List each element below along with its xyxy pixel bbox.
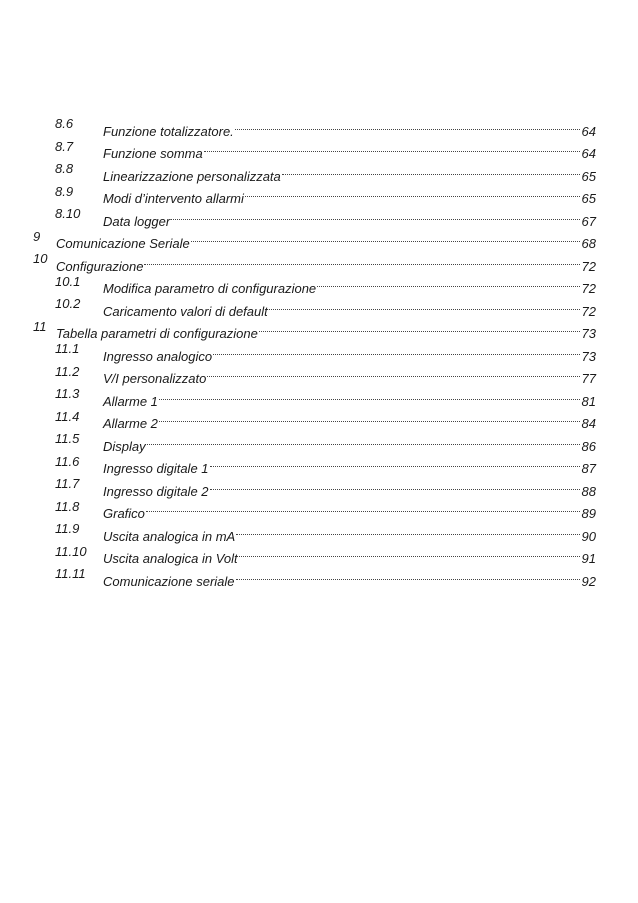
toc-entry-number: 10.1 [55, 273, 81, 289]
dot-leader [210, 473, 580, 496]
toc-entry-8-7[interactable] [0, 136, 638, 159]
dot-leader [147, 428, 580, 451]
toc-entry-page: 87 [581, 461, 596, 476]
toc-entry-title: Ingresso digitale 1 [103, 461, 209, 476]
toc-entry-number: 8.9 [55, 183, 74, 199]
toc-entry-line [103, 563, 596, 593]
toc-entry-10[interactable] [0, 248, 638, 274]
toc-entry-title: Configurazione [56, 258, 144, 274]
dot-leader [236, 518, 579, 541]
toc-entry-title: Funzione totalizzatore. [103, 123, 234, 139]
toc-entry-number: 11.1 [55, 341, 80, 356]
toc-entry-title: Modifica parametro di configurazione [103, 281, 317, 296]
toc-entry-title: Modi d’intervento allarmi [103, 191, 244, 206]
dot-leader [245, 181, 580, 204]
toc-entry-title: Comunicazione seriale [103, 573, 235, 589]
toc-entry-9[interactable] [0, 226, 638, 249]
dot-leader [144, 248, 579, 271]
toc-entry-number: 10.2 [55, 296, 81, 311]
dot-leader [282, 158, 580, 181]
toc-entry-page: 72 [581, 258, 596, 274]
toc-entry-title: Uscita analogica in mA [103, 528, 236, 544]
toc-entry-11-11[interactable] [0, 563, 638, 589]
toc-entry-page: 64 [581, 146, 596, 161]
toc-entry-title: Linearizzazione personalizzata [103, 168, 281, 184]
toc-entry-11-1[interactable] [0, 338, 638, 364]
table-of-contents [0, 113, 638, 589]
toc-entry-page: 86 [581, 438, 596, 454]
toc-entry-number: 9 [33, 228, 41, 244]
toc-entry-page: 65 [581, 168, 596, 184]
toc-entry-8-9[interactable] [0, 181, 638, 204]
toc-entry-number: 11.3 [55, 386, 80, 401]
toc-entry-page: 77 [581, 371, 596, 386]
toc-entry-page: 84 [581, 416, 596, 431]
toc-entry-title: V/I personalizzato [103, 371, 207, 386]
toc-entry-page: 92 [581, 573, 596, 589]
toc-entry-number: 11.10 [55, 543, 87, 559]
toc-entry-title: Comunicazione Seriale [56, 236, 190, 251]
toc-entry-number: 8.8 [55, 161, 74, 176]
toc-entry-11-4[interactable] [0, 406, 638, 429]
toc-entry-page: 68 [581, 236, 596, 251]
toc-entry-11[interactable] [0, 316, 638, 339]
toc-entry-number: 11.9 [55, 521, 80, 536]
toc-entry-number: 11.8 [55, 498, 80, 514]
toc-entry-page: 67 [581, 213, 596, 229]
toc-entry-title: Grafico [103, 506, 145, 521]
toc-entry-page: 64 [581, 123, 596, 139]
dot-leader [210, 451, 580, 474]
toc-entry-number: 11 [33, 318, 47, 334]
dot-leader [191, 226, 580, 249]
toc-entry-8-10[interactable] [0, 203, 638, 229]
toc-entry-number: 11.4 [55, 408, 80, 424]
toc-entry-title: Caricamento valori di default [103, 303, 268, 319]
toc-entry-number: 11.6 [55, 453, 80, 469]
toc-entry-page: 89 [581, 506, 596, 521]
dot-leader [204, 136, 580, 159]
toc-entry-number: 10 [33, 251, 48, 266]
dot-leader [159, 406, 580, 429]
toc-entry-11-7[interactable] [0, 473, 638, 499]
toc-entry-title: Funzione somma [103, 146, 203, 161]
dot-leader [239, 541, 580, 564]
toc-entry-title: Allarme 2 [103, 416, 158, 431]
toc-entry-title: Display [103, 438, 146, 454]
toc-entry-11-6[interactable] [0, 451, 638, 474]
dot-leader [171, 203, 579, 226]
toc-entry-10-1[interactable] [0, 271, 638, 294]
dot-leader [213, 338, 579, 361]
toc-entry-11-2[interactable] [0, 361, 638, 384]
toc-entry-page: 90 [581, 528, 596, 544]
dot-leader [159, 383, 580, 406]
dot-leader [235, 113, 580, 136]
toc-entry-11-9[interactable] [0, 518, 638, 544]
toc-entry-8-6[interactable] [0, 113, 638, 139]
dot-leader [317, 271, 579, 294]
toc-entry-title: Tabella parametri di configurazione [56, 326, 258, 341]
toc-entry-number: 11.2 [55, 363, 80, 379]
toc-entry-11-5[interactable] [0, 428, 638, 454]
toc-entry-title: Ingresso analogico [103, 348, 213, 364]
toc-entry-number: 11.7 [55, 476, 80, 491]
toc-entry-page: 91 [581, 551, 596, 566]
toc-entry-page: 72 [581, 281, 596, 296]
dot-leader [259, 316, 580, 339]
toc-entry-number: 11.5 [55, 431, 80, 446]
toc-entry-number: 8.10 [55, 206, 81, 221]
toc-entry-number: 8.7 [55, 138, 74, 154]
toc-entry-page: 73 [581, 326, 596, 341]
toc-entry-page: 72 [581, 303, 596, 319]
toc-entry-page: 88 [581, 483, 596, 499]
dot-leader [207, 361, 579, 384]
toc-entry-title: Data logger [103, 213, 171, 229]
toc-entry-title: Allarme 1 [103, 393, 158, 409]
toc-entry-page: 73 [581, 348, 596, 364]
toc-entry-title: Uscita analogica in Volt [103, 551, 238, 566]
dot-leader [146, 496, 580, 519]
toc-entry-number: 8.6 [55, 116, 74, 131]
toc-entry-10-2[interactable] [0, 293, 638, 319]
toc-entry-8-8[interactable] [0, 158, 638, 184]
dot-leader [236, 563, 580, 586]
toc-entry-page: 65 [581, 191, 596, 206]
toc-entry-page: 81 [581, 393, 596, 409]
toc-entry-number: 11.11 [55, 566, 86, 581]
toc-entry-11-8[interactable] [0, 496, 638, 519]
toc-entry-11-10[interactable] [0, 541, 638, 564]
toc-entry-title: Ingresso digitale 2 [103, 483, 209, 499]
dot-leader [269, 293, 580, 316]
toc-entry-11-3[interactable] [0, 383, 638, 409]
